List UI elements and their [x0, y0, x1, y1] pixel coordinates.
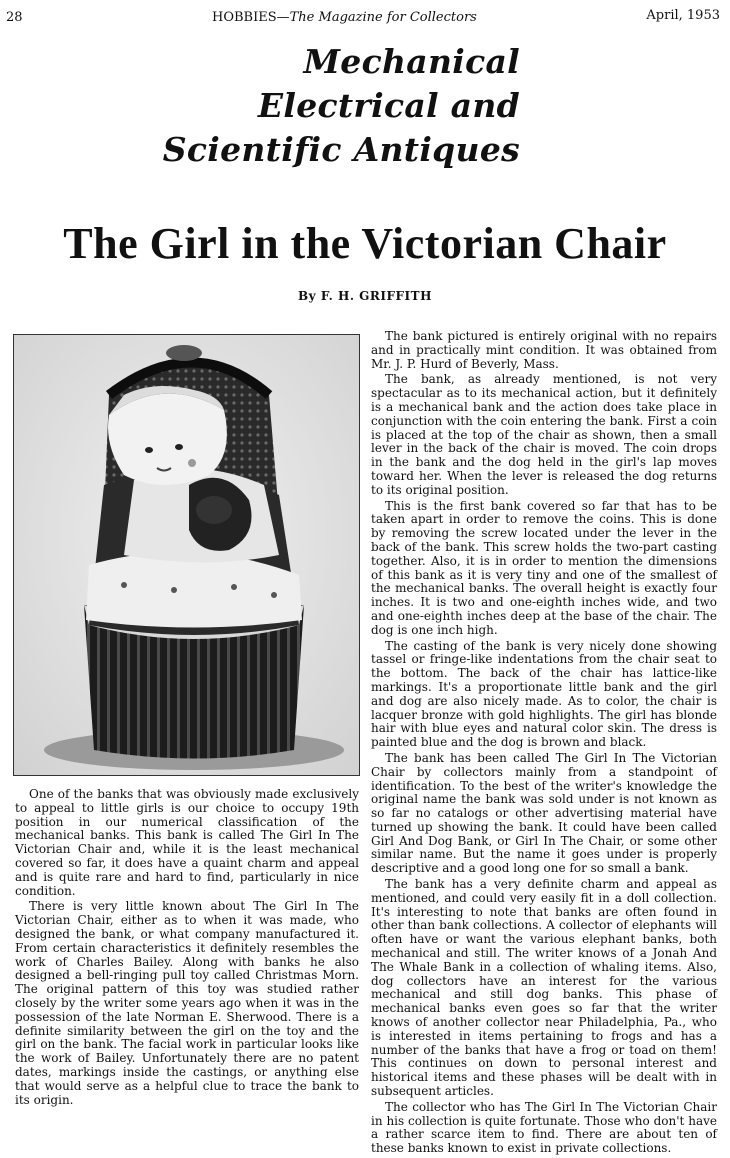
paragraph: One of the banks that was obviously made exclusively to appeal to little girls is our choice to occupy 19th position in our numerical classification of the mechanical banks. This bank is called The Girl In The Victorian Chair and, while it is the least mechanical covered so far, it does have a quaint charm and appeal and is quite rare and hard to find, particularly in nice condition.	[15, 787, 359, 898]
section-title-line: Mechanical	[303, 42, 520, 81]
right-text-column	[371, 330, 717, 1158]
section-title	[163, 40, 520, 172]
left-text-column	[15, 788, 359, 1109]
issue-date: April, 1953	[646, 8, 720, 23]
section-title-line: Scientific Antiques	[162, 130, 520, 169]
page-number: 28	[6, 10, 23, 25]
bank-photo	[13, 334, 360, 776]
paragraph: This is the first bank covered so far that has to be taken apart in order to remove the coins. This is done by removing the screw located under the lever in the back of the bank. This screw holds the two-part casting together. Also, it is in order to mention the dimensions of this bank as it is very tiny and one of the smallest of the mechanical banks. The overall height is exactly four inches. It is two and one-eighth inches wide, and two and one-eighth inches deep at the base of the chair. The dog is one inch high.	[371, 498, 717, 637]
paragraph: The bank has a very definite charm and appeal as mentioned, and could very easily fit in a doll collection. It's interesting to note that banks are often found in other than bank collections. A collector of elephants will often have or want the various elephant banks, both mechanical and still. The writer knows of a Jonah And The Whale Bank in a collection of whaling items. Also, dog collectors have an interest for the various mechanical and still dog banks. This phase of mechanical banks even goes so far that the writer knows of another collector near Philadelphia, Pa., who is interested in items pertaining to frogs and has a number of the banks that have a frog or toad on them! This continues on down to personal interest and historical items and these phases will be dealt with in subsequent articles.	[371, 877, 717, 1099]
paragraph: The bank, as already mentioned, is not very spectacular as to its mechanical action, but it definitely is a mechanical bank and the action does take place in conjunction with the coin entering the bank. First a coin is placed at the top of the chair as shown, then a small lever in the back of the chair is moved. The coin drops in the bank and the dog held in the girl's lap moves toward her. When the lever is released the dog returns to its original position.	[371, 372, 717, 497]
page-header	[0, 8, 730, 30]
magazine-name: HOBBIES—The Magazine for Collectors	[212, 10, 477, 25]
paragraph: The collector who has The Girl In The Victorian Chair in his collection is quite fortunate. Those who don't have a rather scarce item to find. There are about ten of these banks known to exist in private collections.	[371, 1099, 717, 1156]
magazine-subtitle: The Magazine for Collectors	[289, 10, 477, 25]
paragraph: The bank pictured is entirely original with no repairs and in practically mint condition. It was obtained from Mr. J. P. Hurd of Beverly, Mass.	[371, 329, 717, 371]
section-title-line: Electrical and	[257, 86, 520, 125]
article-title: The Girl in the Victorian Chair	[63, 219, 667, 268]
paragraph: There is very little known about The Girl In The Victorian Chair, either as to when it was made, who designed the bank, or what company manufactured it. From certain characteristics it definitely resembles the work of Charles Bailey. Along with banks he also designed a bell-ringing pull toy called Christmas Morn. The original pattern of this toy was studied rather closely by the writer some years ago when it was in the possession of the late Norman E. Sherwood. There is a definite similarity between the girl on the toy and the girl on the bank. The facial work in particular looks like the work of Bailey. Unfortunately there are no patent dates, markings inside the castings, or anything else that would serve as a helpful clue to trace the bank to its origin.	[15, 899, 359, 1107]
paragraph: The bank has been called The Girl In The Victorian Chair by collectors mainly from a standpoint of identification. To the best of the writer's knowledge the original name the bank was sold under is not known as so far no catalogs or other advertising material have turned up showing the bank. It could have been called Girl And Dog Bank, or Girl In The Chair, or some other similar name. But the name it goes under is properly descriptive and a good long one for so small a bank.	[371, 750, 717, 876]
byline: By F. H. GRIFFITH	[298, 289, 432, 303]
girl-in-chair-bank-image	[14, 335, 359, 775]
paragraph: The casting of the bank is very nicely done showing tassel or fringe-like indentations from the chair seat to the bottom. The back of the chair has lattice-like markings. It's a proportionate little bank and the girl and dog are also nicely made. As to color, the chair is lacquer bronze with gold highlights. The girl has blonde hair with blue eyes and natural color skin. The dress is painted blue and the dog is brown and black.	[371, 638, 717, 750]
